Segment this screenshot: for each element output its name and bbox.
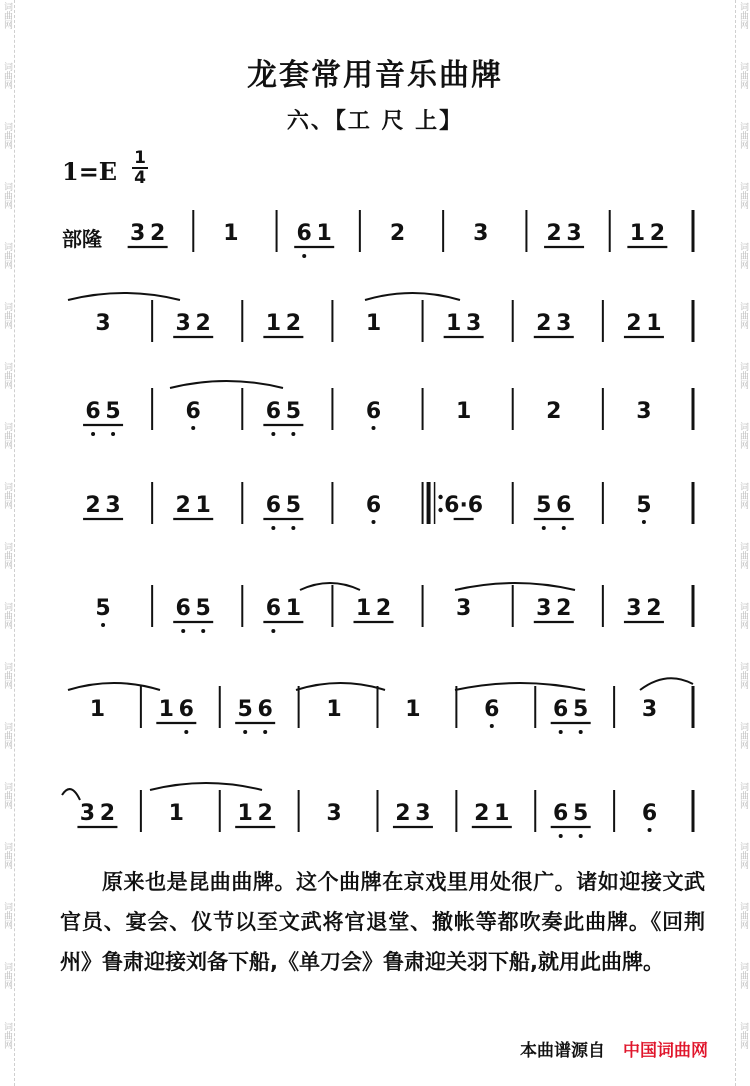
octave-dot-below: [372, 426, 376, 430]
note: 3: [566, 221, 582, 246]
watermark-text: 词曲网: [738, 362, 748, 389]
slur-arc: [455, 683, 585, 690]
octave-dot-below: [101, 623, 105, 627]
watermark-text: 词曲网: [2, 182, 12, 209]
note: 1: [89, 697, 106, 722]
key-signature: 1=E: [62, 157, 118, 186]
octave-dot-below: [181, 629, 185, 633]
watermark-text: 词曲网: [2, 1022, 12, 1049]
note: 3: [455, 596, 472, 621]
octave-dot-below: [191, 426, 195, 430]
octave-dot-below: [111, 432, 115, 436]
watermark-text: 词曲网: [738, 602, 748, 629]
time-numerator: 1: [134, 148, 146, 168]
octave-dot-below: [372, 520, 376, 524]
watermark-text: 词曲网: [738, 122, 748, 149]
octave-dot-below: [559, 730, 563, 734]
note: 2: [395, 801, 411, 826]
note: 6: [556, 493, 572, 518]
octave-dot-below: [642, 520, 646, 524]
note: 3: [326, 801, 342, 826]
watermark-text: 词曲网: [738, 542, 748, 569]
note: 6: [553, 697, 569, 722]
note: 2: [195, 311, 211, 336]
octave-dot-below: [271, 526, 275, 530]
octave-dot-below: [271, 629, 275, 633]
note: 3: [129, 221, 146, 246]
watermark-text: 词曲网: [738, 482, 748, 509]
octave-dot-below: [562, 526, 566, 530]
note: 5: [285, 493, 302, 518]
note: 2: [626, 311, 642, 336]
note: 3: [473, 221, 489, 246]
watermark-text: 词曲网: [738, 902, 748, 929]
octave-dot-below: [302, 254, 306, 258]
note: 3: [79, 801, 96, 826]
note: 1: [285, 596, 302, 621]
note: 6: [265, 596, 282, 621]
note: 3: [641, 697, 658, 722]
note: 3: [465, 311, 482, 336]
watermark-text: 词曲网: [738, 2, 748, 29]
note: 1: [445, 311, 462, 336]
note: 3: [105, 493, 121, 518]
note: 1: [195, 493, 211, 518]
watermark-text: 词曲网: [2, 962, 12, 989]
octave-dot-below: [579, 834, 583, 838]
watermark-text: 词曲网: [2, 122, 12, 149]
watermark-text: 词曲网: [738, 62, 748, 89]
note: 1: [168, 801, 184, 826]
note: 5: [95, 596, 111, 621]
note: 3: [175, 311, 191, 336]
note: 6: [365, 493, 382, 518]
octave-dot-below: [291, 526, 295, 530]
note: 1: [405, 697, 421, 722]
watermark-text: 词曲网: [2, 362, 12, 389]
watermark-text: 词曲网: [2, 302, 12, 329]
slur-arc: [68, 683, 160, 690]
octave-dot-below: [243, 730, 247, 734]
watermark-text: 词曲网: [2, 782, 12, 809]
watermark-text: 词曲网: [2, 842, 12, 869]
note: 2: [556, 596, 572, 621]
watermark-text: 词曲网: [738, 422, 748, 449]
note: 2: [85, 493, 101, 518]
note: 6: [553, 801, 569, 826]
octave-dot-below: [263, 730, 267, 734]
note: 6: [178, 697, 194, 722]
note: 6: [85, 399, 101, 424]
note: 3: [536, 596, 552, 621]
octave-dot-below: [559, 834, 563, 838]
watermark-text: 词曲网: [738, 1022, 748, 1049]
note: 1: [158, 697, 174, 722]
note: 2: [285, 311, 302, 336]
octave-dot-below: [201, 629, 205, 633]
note: 2: [649, 221, 666, 246]
repeat-dot: [438, 508, 442, 512]
watermark-text: 词曲网: [738, 302, 748, 329]
octave-dot-below: [648, 828, 652, 832]
note: 6: [265, 399, 282, 424]
watermark-text: 词曲网: [2, 602, 12, 629]
note: 3: [556, 311, 572, 336]
note: 6: [365, 399, 382, 424]
note: 6: [641, 801, 658, 826]
note: 6: [257, 697, 273, 722]
note: 5: [105, 399, 121, 424]
note: 6·6: [444, 493, 484, 518]
note: 1: [646, 311, 662, 336]
slur-arc: [170, 381, 283, 388]
note: 6: [175, 596, 191, 621]
watermark-text: 词曲网: [2, 242, 12, 269]
note: 6: [265, 493, 282, 518]
note: 2: [389, 221, 406, 246]
page-title: 龙套常用音乐曲牌: [247, 58, 503, 93]
note: 3: [415, 801, 431, 826]
note: 6: [296, 221, 312, 246]
octave-dot-below: [91, 432, 95, 436]
octave-dot-below: [542, 526, 546, 530]
note: 2: [646, 596, 662, 621]
note: 5: [536, 493, 552, 518]
note: 2: [149, 221, 166, 246]
watermark-text: 词曲网: [738, 242, 748, 269]
watermark-text: 词曲网: [738, 662, 748, 689]
watermark-text: 词曲网: [2, 482, 12, 509]
octave-dot-below: [271, 432, 275, 436]
note: 5: [195, 596, 211, 621]
note: 1: [237, 801, 253, 826]
note: 1: [494, 801, 510, 826]
note: 1: [265, 311, 282, 336]
slur-arc: [455, 583, 575, 590]
description-paragraph: 原来也是昆曲曲牌。这个曲牌在京戏里用处很广。诸如迎接文武官员、宴会、仪节以至文武将官退堂、撤帐等都吹奏此曲牌。《回荆州》鲁肃迎接刘备下船,《单刀会》鲁肃迎关羽下船,就用此曲牌。: [60, 870, 705, 974]
watermark-text: 词曲网: [738, 722, 748, 749]
note: 1: [455, 399, 472, 424]
watermark-text: 词曲网: [738, 842, 748, 869]
octave-dot-below: [490, 724, 494, 728]
watermark-text: 词曲网: [2, 2, 12, 29]
note: 5: [573, 801, 589, 826]
watermark-text: 词曲网: [2, 662, 12, 689]
note: 2: [546, 221, 562, 246]
note: 2: [257, 801, 273, 826]
note: 1: [355, 596, 372, 621]
watermark-text: 词曲网: [2, 902, 12, 929]
note: 2: [175, 493, 191, 518]
watermark-text: 词曲网: [738, 962, 748, 989]
watermark-text: 词曲网: [738, 182, 748, 209]
slur-arc: [300, 583, 360, 590]
octave-dot-below: [579, 730, 583, 734]
source-site-link[interactable]: 中国词曲网: [623, 1041, 708, 1061]
note: 1: [326, 697, 342, 722]
note: 3: [636, 399, 652, 424]
slur-arc: [62, 789, 80, 800]
slur-arc: [365, 293, 460, 300]
time-denominator: 4: [134, 168, 146, 188]
section-subtitle: 六、【工 尺 上】: [286, 109, 464, 134]
octave-dot-below: [184, 730, 188, 734]
note: 2: [474, 801, 490, 826]
note: 1: [629, 221, 646, 246]
watermark-text: 词曲网: [2, 422, 12, 449]
repeat-dot: [438, 495, 442, 499]
note: 2: [546, 399, 562, 424]
note: 6: [484, 697, 500, 722]
note: 5: [636, 493, 652, 518]
source-credit: [520, 1036, 708, 1061]
note: 5: [573, 697, 589, 722]
note: 1: [365, 311, 382, 336]
note: 3: [95, 311, 111, 336]
watermark-text: 词曲网: [2, 722, 12, 749]
note: 1: [223, 221, 239, 246]
slur-arc: [296, 683, 385, 690]
note: 1: [316, 221, 332, 246]
note: 6: [185, 399, 201, 424]
source-label: 本曲谱源自: [520, 1041, 605, 1061]
note: 5: [285, 399, 302, 424]
slur-arc: [68, 293, 180, 300]
note: 5: [237, 697, 253, 722]
watermark-text: 词曲网: [2, 62, 12, 89]
note: 2: [375, 596, 392, 621]
slur-arc: [640, 678, 693, 690]
intro-label: 部隆: [62, 227, 102, 251]
watermark-text: 词曲网: [2, 542, 12, 569]
note: 2: [536, 311, 552, 336]
watermark-text: 词曲网: [738, 782, 748, 809]
octave-dot-below: [291, 432, 295, 436]
note: 2: [99, 801, 116, 826]
slur-arc: [150, 783, 262, 790]
note: 3: [626, 596, 642, 621]
